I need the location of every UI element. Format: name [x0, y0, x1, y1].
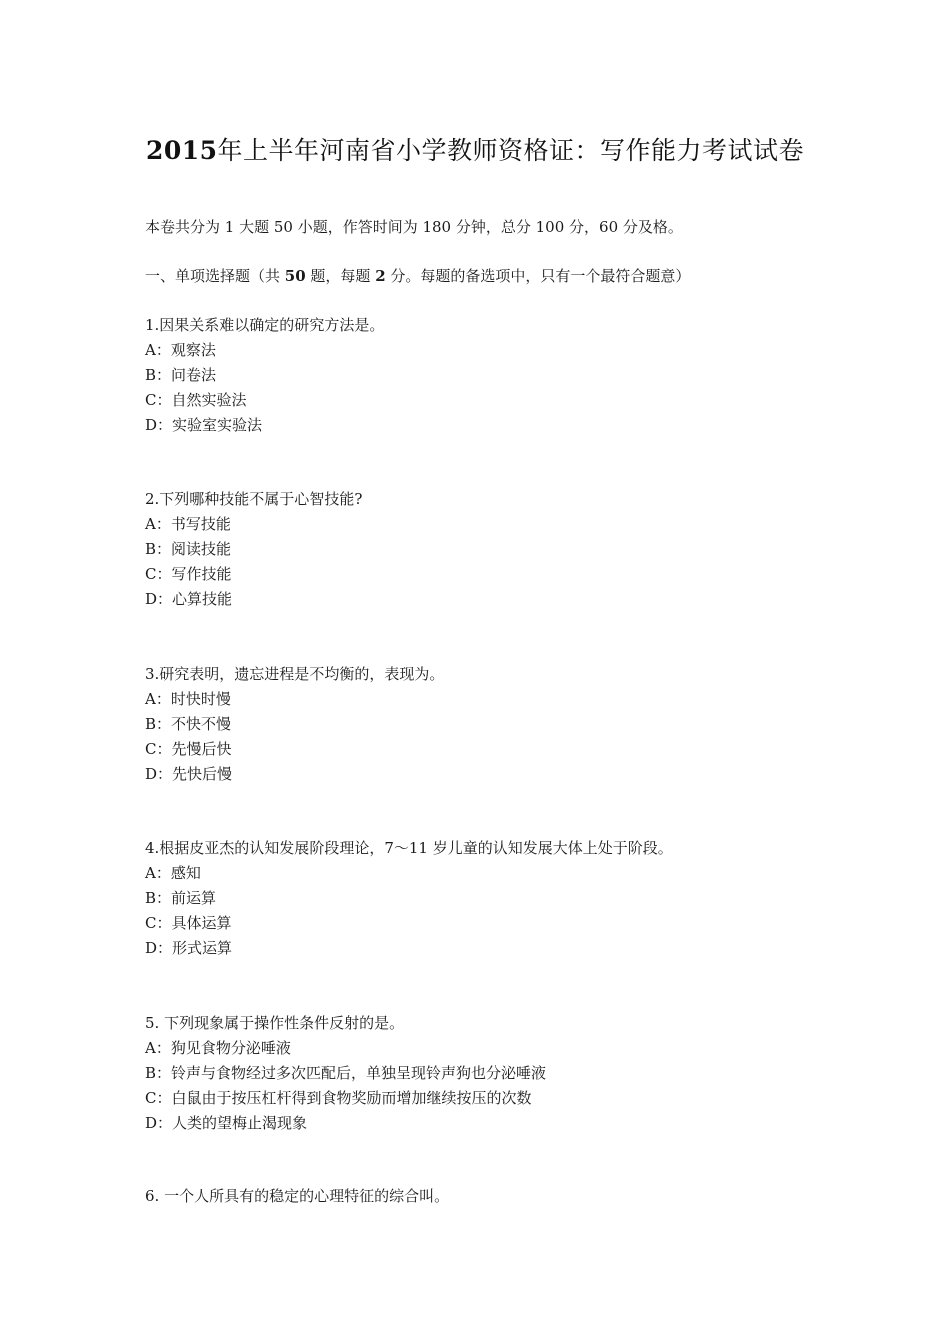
option-a: A：书写技能: [145, 515, 231, 533]
section-points: 2: [375, 267, 386, 285]
option-c: C：先慢后快: [145, 740, 232, 758]
question-stem: 2.下列哪种技能不属于心智技能?: [145, 490, 363, 508]
question-1: [145, 313, 384, 438]
option-c: C：写作技能: [145, 565, 232, 583]
option-d: D：先快后慢: [145, 765, 233, 783]
option-b: B：铃声与食物经过多次匹配后，单独呈现铃声狗也分泌唾液: [145, 1064, 547, 1082]
question-stem: 3.研究表明，遗忘进程是不均衡的，表现为。: [145, 665, 445, 683]
option-a: A：感知: [145, 864, 201, 882]
question-stem: 6. 一个人所具有的稳定的心理特征的综合叫。: [145, 1187, 450, 1205]
question-5: [145, 1011, 546, 1136]
question-stem: 4.根据皮亚杰的认知发展阶段理论，7～11 岁儿童的认知发展大体上处于阶段。: [145, 839, 673, 857]
section-count: 50: [284, 267, 306, 285]
option-b: B：阅读技能: [145, 540, 232, 558]
title-year: 2015: [145, 136, 218, 165]
option-c: C：具体运算: [145, 914, 232, 932]
option-b: B：问卷法: [145, 366, 217, 384]
section-prefix: 一、单项选择题（共: [145, 267, 285, 285]
question-stem: 1.因果关系难以确定的研究方法是。: [145, 316, 385, 334]
question-4: [145, 836, 673, 961]
section-mid: 题，每题: [305, 267, 376, 285]
title-text: 年上半年河南省小学教师资格证：写作能力考试试卷: [217, 136, 805, 165]
option-a: A：狗见食物分泌唾液: [145, 1039, 291, 1057]
question-stem: 5. 下列现象属于操作性条件反射的是。: [145, 1014, 405, 1032]
page-title: [0, 134, 950, 168]
question-2: [145, 487, 362, 612]
option-d: D：实验室实验法: [145, 416, 263, 434]
option-a: A：时快时慢: [145, 690, 231, 708]
option-a: A：观察法: [145, 341, 216, 359]
option-c: C：自然实验法: [145, 391, 247, 409]
section-heading: [145, 265, 690, 287]
question-6: [145, 1184, 449, 1209]
option-b: B：前运算: [145, 889, 217, 907]
option-d: D：人类的望梅止渴现象: [145, 1114, 308, 1132]
option-c: C：白鼠由于按压杠杆得到食物奖励而增加继续按压的次数: [145, 1089, 532, 1107]
question-3: [145, 662, 444, 787]
option-b: B：不快不慢: [145, 715, 232, 733]
section-suffix: 分。每题的备选项中，只有一个最符合题意）: [385, 267, 691, 285]
exam-intro: 本卷共分为 1 大题 50 小题，作答时间为 180 分钟，总分 100 分，60 分及格。: [145, 218, 683, 236]
option-d: D：心算技能: [145, 590, 233, 608]
option-d: D：形式运算: [145, 939, 233, 957]
